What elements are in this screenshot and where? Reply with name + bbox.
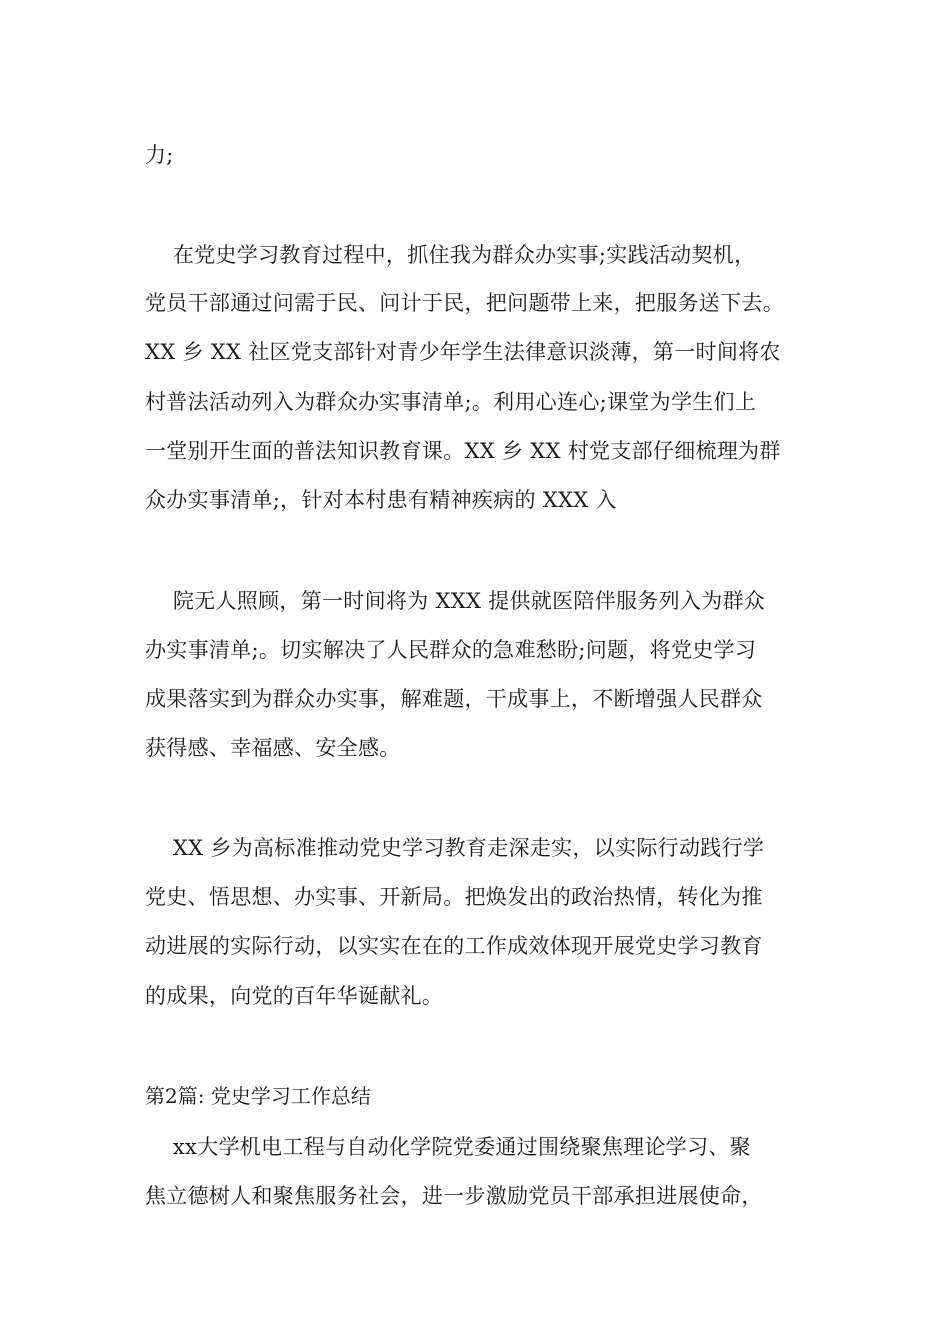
text-line: 获得感、幸福感、安全感。 [145,736,401,760]
text-line: 一堂别开生面的普法知识教育课。XX 乡 XX 村党支部仔细梳理为群 [145,439,781,463]
text-line: 办实事清单;。切实解决了人民群众的急难愁盼;问题，将党史学习 [145,638,757,662]
text-line: 焦立德树人和聚焦服务社会，进一步激励党员干部承担进展使命， [145,1184,763,1208]
text-line: 力; [145,143,174,167]
text-line: XX 乡为高标准推动党史学习教育走深走实，以实际行动践行学 [145,836,765,860]
text-line: 党史、悟思想、办实事、开新局。把焕发出的政治热情，转化为推 [145,885,763,909]
section-heading: 第2篇: 党史学习工作总结 [145,1084,371,1108]
text-line: 成果落实到为群众办实事，解难题，干成事上，不断增强人民群众 [145,687,763,711]
text-line: 的成果，向党的百年华诞献礼。 [145,984,444,1008]
text-line: 动进展的实际行动，以实实在在的工作成效体现开展党史学习教育 [145,934,763,958]
text-line: 院无人照顾，第一时间将为 XXX 提供就医陪伴服务列入为群众 [145,589,766,613]
text-line: 在党史学习教育过程中，抓住我为群众办实事;实践活动契机， [145,243,756,267]
text-line: XX 乡 XX 社区党支部针对青少年学生法律意识淡薄，第一时间将农 [145,340,781,364]
text-line: 党员干部通过问需于民、问计于民，把问题带上来，把服务送下去。 [145,291,784,315]
text-line: 众办实事清单;，针对本村患有精神疾病的 XXX 入 [145,488,617,512]
text-line: xx大学机电工程与自动化学院党委通过围绕聚焦理论学习、聚 [145,1135,751,1159]
text-line: 村普法活动列入为群众办实事清单;。利用心连心;课堂为学生们上 [145,390,757,414]
